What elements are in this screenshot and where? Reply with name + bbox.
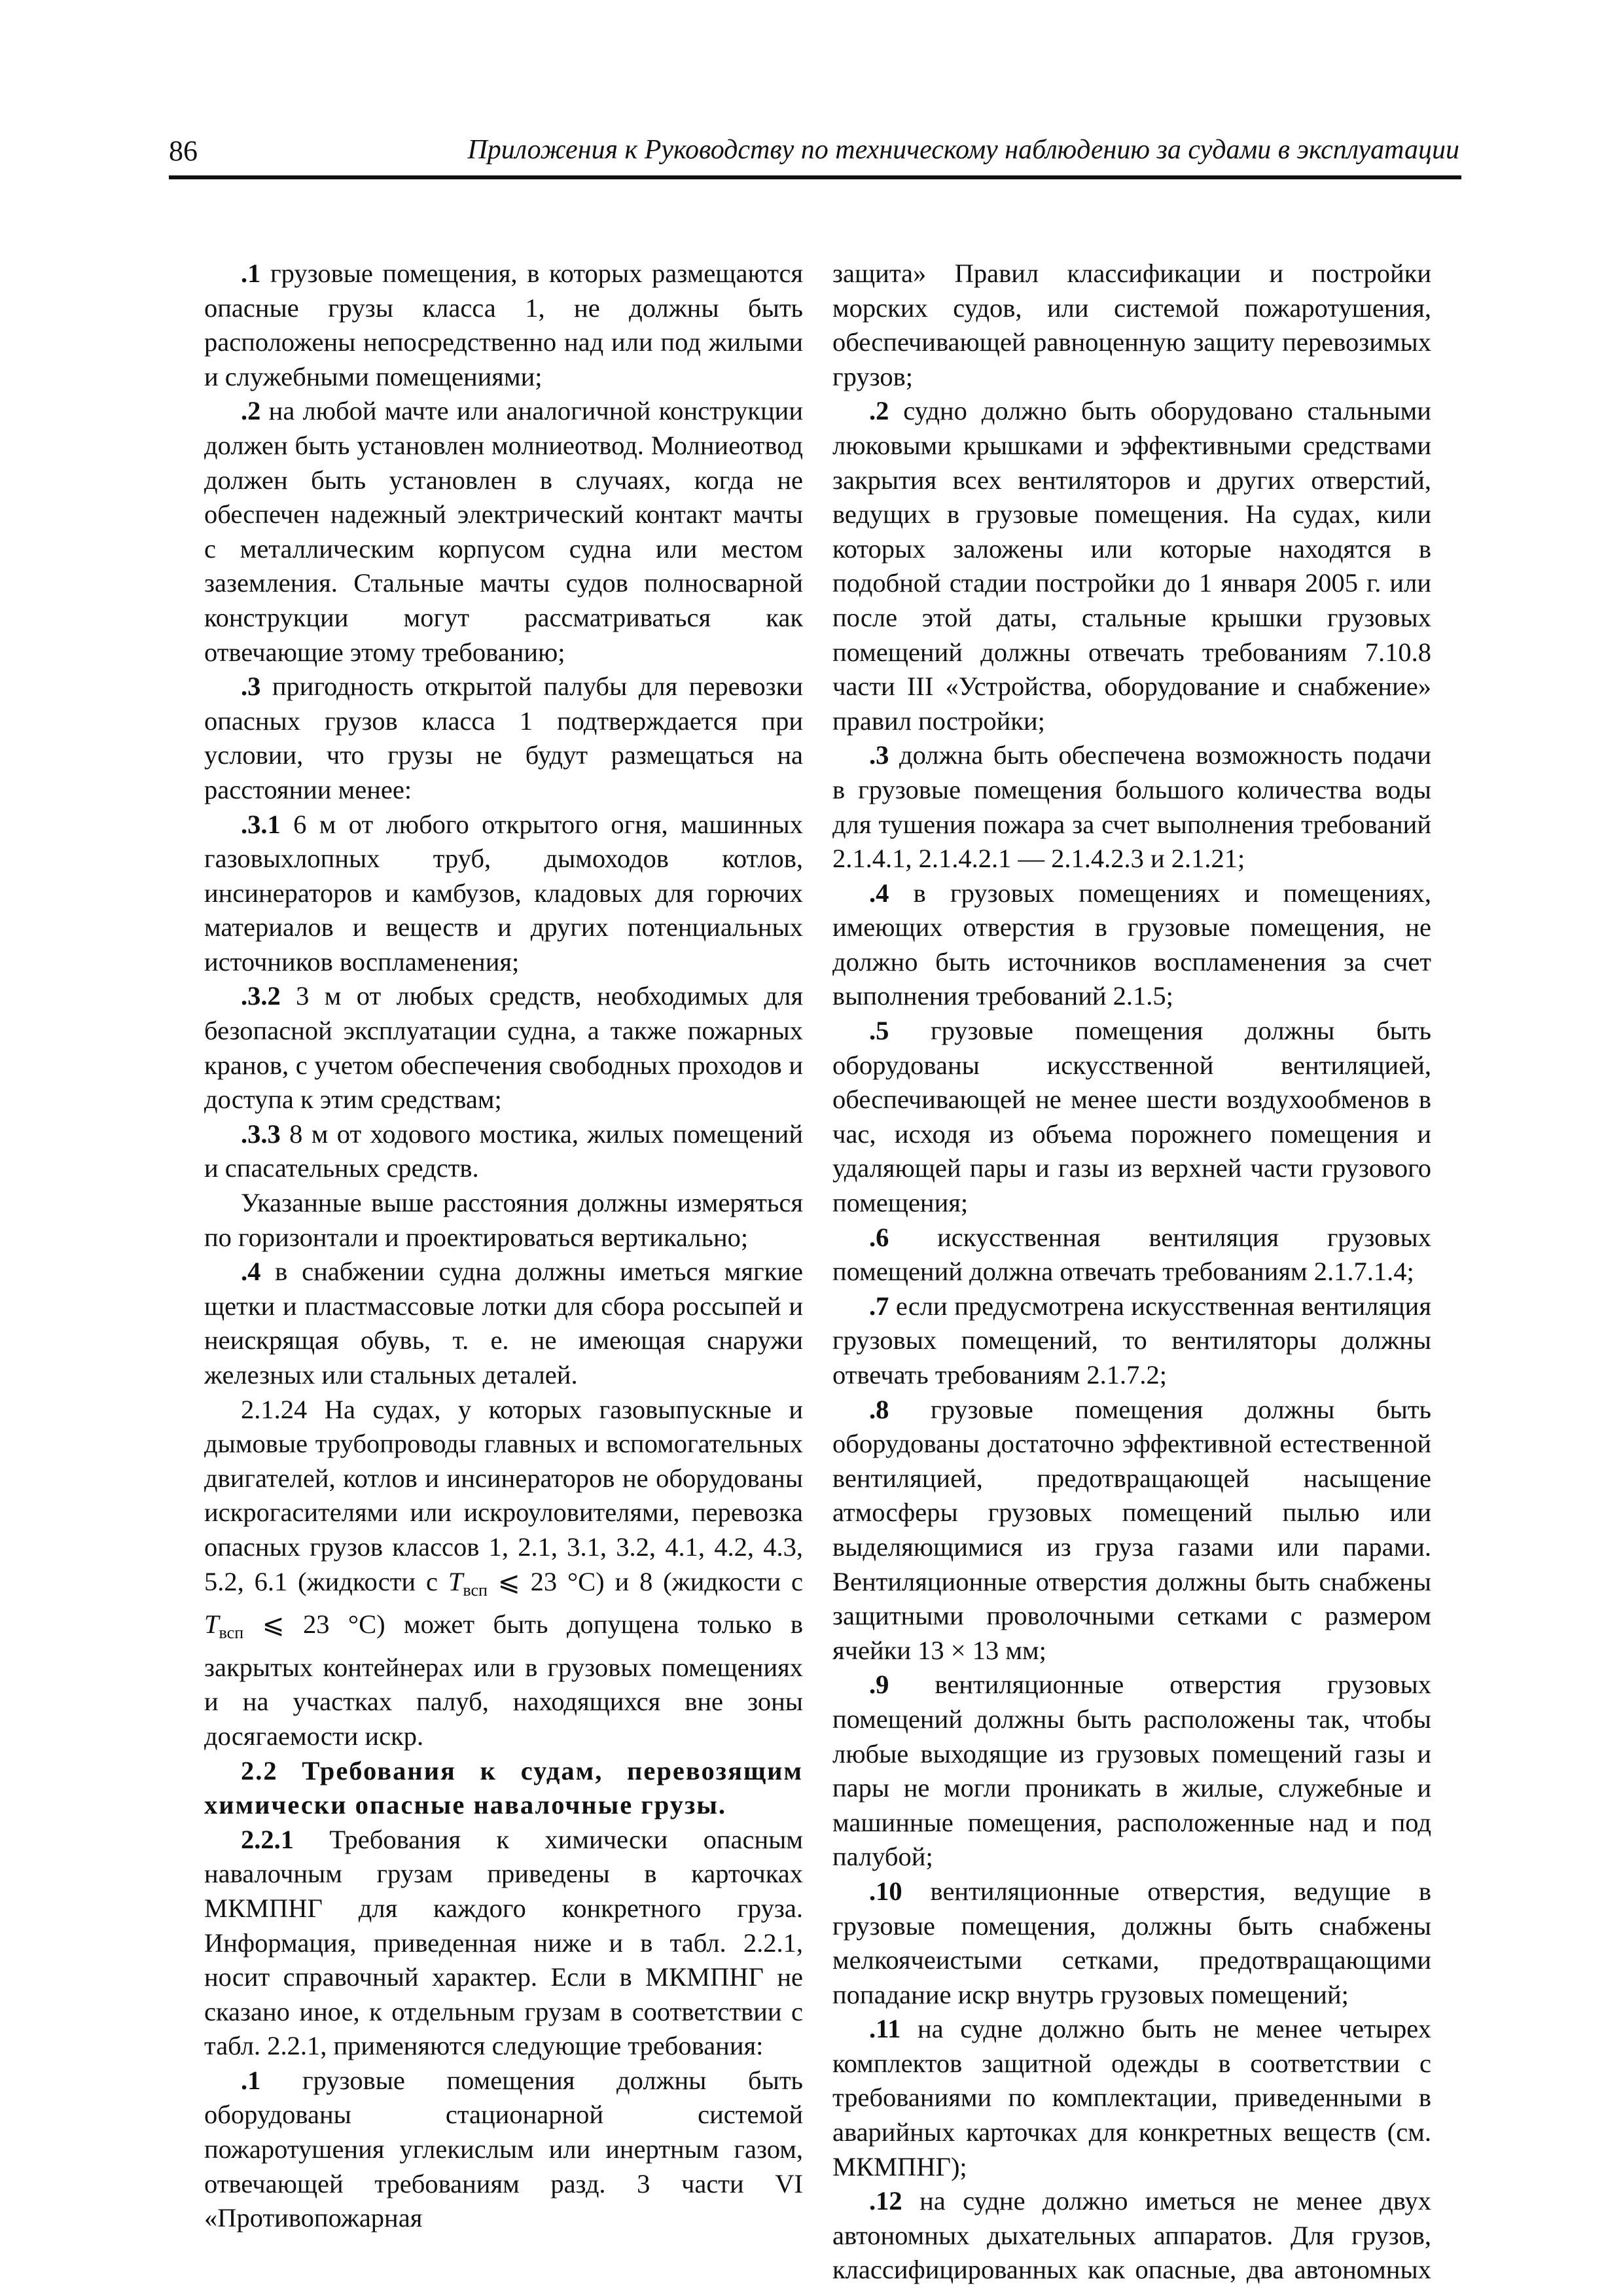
paragraph-text: защита» Правил классификации и постройки морских судов, или системой пожаротушения, обеспечивающей равноценную защиту перевозимых грузов; bbox=[832, 259, 1431, 391]
paragraph-text: грузовые помещения должны быть оборудованы достаточно эффективной естественной вентиляцией, предотвращающей насыщение атмосферы грузовых помещений пылью или выделяющимися из груза газами или парами. Вентиляционные отверстия должны быть снабжены защитными проволочными сетками с размером ячейки 13 × 13 мм; bbox=[832, 1394, 1431, 1665]
paragraph-number: .3.3 bbox=[241, 1119, 281, 1149]
paragraph-number: .12 bbox=[869, 2186, 902, 2216]
paragraph-text: в снабжении судна должны иметься мягкие щетки и пластмассовые лотки для сбора россыпей и неискрящая обувь, т. е. не имеющая снаружи железных или стальных деталей. bbox=[204, 1257, 803, 1390]
page-number: 86 bbox=[169, 135, 198, 167]
paragraph bbox=[832, 1289, 1431, 1393]
paragraph-number: .1 bbox=[241, 259, 261, 288]
subscript: всп bbox=[463, 1580, 488, 1600]
paragraph bbox=[204, 979, 803, 1117]
paragraph-number: .3.1 bbox=[241, 809, 281, 839]
paragraph-text: должна быть обеспечена возможность подачи в грузовые помещения большого количества воды для тушения пожара за счет выполнения требований 2.1.4.1, 2.1.4.2.1 — 2.1.4.2.3 и 2.1.21; bbox=[832, 740, 1431, 874]
paragraph-text: на судне должно иметься не менее двух автономных дыхательных аппаратов. Для грузов, классифицированных как опасные, два автономных bbox=[832, 2186, 1431, 2285]
paragraph bbox=[832, 1874, 1431, 2012]
paragraph-number: .5 bbox=[869, 1016, 889, 1046]
text-segment: T bbox=[204, 1609, 219, 1640]
paragraph bbox=[832, 1668, 1431, 1874]
paragraph-text: на любой мачте или аналогичной конструкции должен быть установлен молниеотвод. Молниеотвод должен быть установлен в случаях, когда не обеспечен надежный электрический контакт мачты с металлическим корпусом судна или местом заземления. Стальные мачты судов полносварной конструкции могут рассматриваться как отвечающие этому требованию; bbox=[204, 396, 803, 667]
paragraph-number: .8 bbox=[869, 1394, 889, 1424]
paragraph-text: 6 м от любого открытого огня, машинных газовыхлопных труб, дымоходов котлов, инсинераторов и камбузов, кладовых для горючих материалов и веществ и других потенциальных источников воспламенения; bbox=[204, 809, 803, 977]
text-segment: T bbox=[448, 1566, 463, 1596]
paragraph-number: .11 bbox=[869, 2014, 901, 2044]
paragraph-2-2-1-item-1 bbox=[204, 2064, 803, 2236]
paragraph bbox=[832, 394, 1431, 738]
paragraph-number: .4 bbox=[869, 878, 889, 908]
paragraph bbox=[204, 1117, 803, 1186]
paragraph-text: вентиляционные отверстия грузовых помещений должны быть расположены так, чтобы любые выходящие из грузовых помещений газы и пары не могли проникать в жилые, служебные и машинные помещения, расположенные над и под палубой; bbox=[832, 1670, 1431, 1872]
paragraph-text: Указанные выше расстояния должны измеряться по горизонтали и проектироваться вертикально; bbox=[204, 1188, 803, 1252]
paragraph bbox=[832, 876, 1431, 1014]
paragraph-text: если предусмотрена искусственная вентиляция грузовых помещений, то вентиляторы должны отвечать требованиям 2.1.7.2; bbox=[832, 1291, 1431, 1390]
paragraph-number: .6 bbox=[869, 1222, 889, 1252]
right-column bbox=[832, 257, 1431, 2287]
paragraph-text: в грузовых помещениях и помещениях, имеющих отверстия в грузовые помещения, не должно быть источников воспламенения за счет выполнения требований 2.1.5; bbox=[832, 878, 1431, 1011]
paragraph-number: .7 bbox=[869, 1291, 889, 1321]
section-heading-2-2: 2.2 Требования к судам, перевозящим химически опасные навалочные грузы. bbox=[204, 1755, 803, 1820]
right-paragraphs bbox=[832, 257, 1431, 2287]
paragraph bbox=[204, 1255, 803, 1392]
paragraph-number: 2.2.1 bbox=[241, 1824, 294, 1854]
paragraph-text: на судне должно быть не менее четырех комплектов защитной одежды в соответствии с требованиями по комплектации, приведенными в аварийных карточках для конкретных веществ (см. МКМПНГ); bbox=[832, 2014, 1431, 2181]
subscript: всп bbox=[219, 1623, 244, 1643]
paragraph bbox=[832, 2012, 1431, 2184]
paragraph-number: .3.2 bbox=[241, 981, 281, 1011]
paragraph-number: .1 bbox=[241, 2065, 261, 2095]
paragraph-text: грузовые помещения, в которых размещаются опасные грузы класса 1, не должны быть расположены непосредственно над или под жилыми и служебными помещениями; bbox=[204, 259, 803, 391]
paragraph-number: .3 bbox=[869, 740, 889, 770]
paragraph-text: Требования к химически опасным навалочным грузам приведены в карточках МКМПНГ для каждого конкретного груза. Информация, приведенная ниже и в табл. 2.2.1, носит справочный характер. Если в МКМПНГ не сказано иное, к отдельным грузам в соответствии с табл. 2.2.1, применяются следующие требования: bbox=[204, 1824, 803, 2061]
paragraph-text: пригодность открытой палубы для перевозки опасных грузов класса 1 подтверждается при условии, что грузы не будут размещаться на расстоянии менее: bbox=[204, 672, 803, 804]
paragraph-number: .3 bbox=[241, 672, 261, 702]
paragraph-2-1-24 bbox=[204, 1393, 803, 1754]
header-rule bbox=[169, 175, 1461, 179]
paragraph-text: судно должно быть оборудовано стальными люковыми крышками и эффективными средствами закрытия всех вентиляторов и других отверстий, ведущих в грузовые помещения. На судах, кили которых заложены или которые находятся в подобной стадии постройки до 1 января 2005 г. или после этой даты, стальные крышки грузовых помещений должны отвечать требованиям 7.10.8 части III «Устройства, оборудование и снабжение» правил постройки; bbox=[832, 396, 1431, 736]
paragraph bbox=[204, 670, 803, 807]
left-column bbox=[204, 257, 803, 2236]
paragraph-text: 8 м от ходового мостика, жилых помещений и спасательных средств. bbox=[204, 1119, 803, 1183]
paragraph bbox=[832, 738, 1431, 876]
paragraph bbox=[832, 1014, 1431, 1221]
paragraph bbox=[832, 1393, 1431, 1668]
text-segment: ⩽ 23 °C) и 8 (жидкости с bbox=[487, 1566, 804, 1596]
text-segment: 2.1.24 На судах, у которых газовыпускные и дымовые трубопроводы главных и вспомогательных двигателей, котлов и инсинераторов не оборудованы искрогасителями или искроуловителями, перевозка опасных грузов классов 1, 2.1, 3.1, 3.2, 4.1, 4.2, 4.3, 5.2, 6.1 (жидкости с bbox=[204, 1394, 803, 1596]
paragraph-text: искусственная вентиляция грузовых помещений должна отвечать требованиям 2.1.7.1.4; bbox=[832, 1222, 1431, 1287]
paragraph-text: вентиляционные отверстия, ведущие в грузовые помещения, должны быть снабжены мелкоячеистыми сетками, предотвращающими попадание искр внутрь грузовых помещений; bbox=[832, 1876, 1431, 2009]
paragraph bbox=[204, 1186, 803, 1255]
page-header bbox=[169, 134, 1459, 175]
paragraph bbox=[204, 394, 803, 670]
paragraph-number: .2 bbox=[241, 396, 261, 426]
paragraph-text: грузовые помещения должны быть оборудованы искусственной вентиляцией, обеспечивающей не менее шести воздухообменов в час, исходя из объема порожнего помещения и удаляющей пары и газы из верхней части грузового помещения; bbox=[832, 1016, 1431, 1218]
paragraph bbox=[832, 257, 1431, 394]
paragraph-number: .2 bbox=[869, 396, 889, 426]
text-segment: ⩽ 23 °C) может быть допущена только в закрытых контейнерах или в грузовых помещениях и на участках палуб, находящихся вне зоны досягаемости искр. bbox=[204, 1609, 803, 1751]
paragraph-number: .10 bbox=[869, 1876, 902, 1906]
paragraph bbox=[204, 257, 803, 394]
left-paragraphs bbox=[204, 257, 803, 1393]
running-title: Приложения к Руководству по техническому наблюдению за судами в эксплуатации bbox=[467, 135, 1459, 165]
paragraph bbox=[204, 808, 803, 980]
paragraph-number: .9 bbox=[869, 1670, 889, 1700]
paragraph-text: грузовые помещения должны быть оборудованы стационарной системой пожаротушения углекислым или инертным газом, отвечающей требованиям разд. 3 части VI «Противопожарная bbox=[204, 2065, 803, 2233]
paragraph-2-2-1 bbox=[204, 1823, 803, 2064]
paragraph bbox=[832, 2184, 1431, 2287]
paragraph-text: 3 м от любых средств, необходимых для безопасной эксплуатации судна, а также пожарных кранов, с учетом обеспечения свободных проходов и доступа к этим средствам; bbox=[204, 981, 803, 1115]
paragraph bbox=[832, 1221, 1431, 1289]
paragraph-number: .4 bbox=[241, 1257, 261, 1287]
